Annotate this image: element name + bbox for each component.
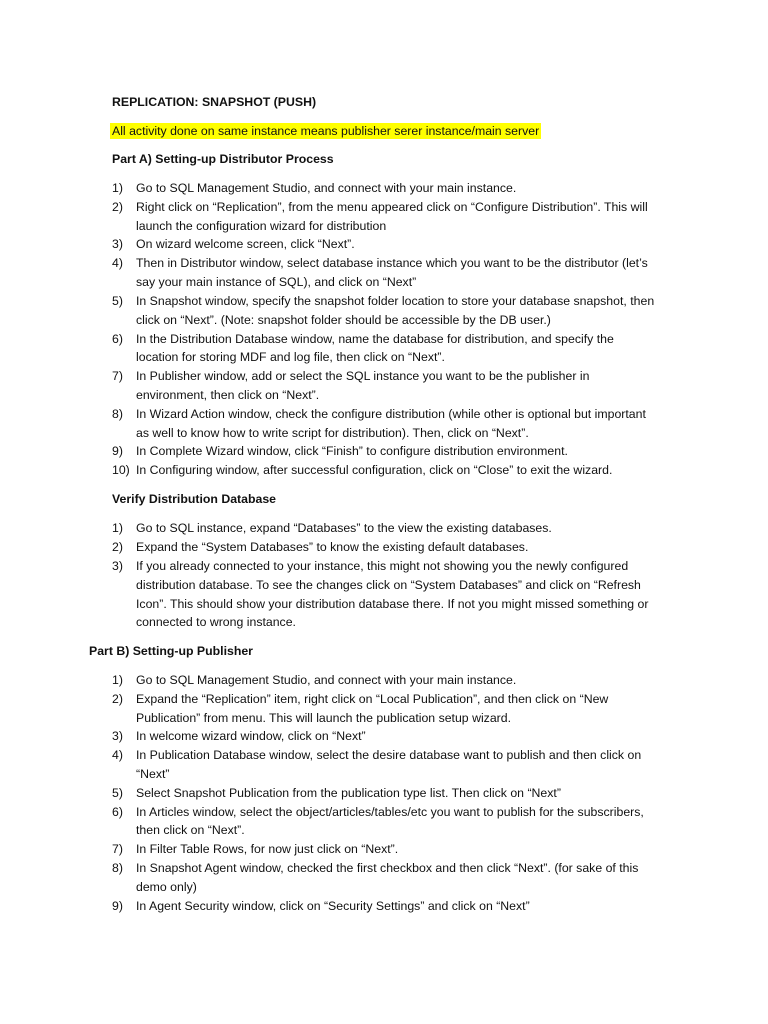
- list-item-number: 7): [112, 842, 123, 856]
- list-item-text: Go to SQL Management Studio, and connect with your main instance.: [136, 673, 517, 687]
- list-item-text: Go to SQL Management Studio, and connect with your main instance.: [136, 181, 517, 195]
- list-item-number: 10): [112, 463, 130, 477]
- list-item-text: Then in Distributor window, select database instance which you want to be the distributor (let’s: [136, 256, 648, 270]
- list-item-number: 4): [112, 256, 123, 270]
- list-item-text: Expand the “System Databases” to know the existing default databases.: [136, 540, 529, 554]
- list-item-number: 1): [112, 521, 123, 535]
- list-item-number: 5): [112, 294, 123, 308]
- list-item-text: demo only): [136, 880, 197, 894]
- list-item-number: 5): [112, 786, 123, 800]
- list-item-number: 6): [112, 805, 123, 819]
- list-item-text: In Snapshot window, specify the snapshot folder location to store your database snapshot, then: [136, 294, 655, 308]
- list-item-text: as well to know how to write script for distribution). Then, click on “Next”.: [136, 426, 529, 440]
- list-item-text: connected to wrong instance.: [136, 615, 296, 629]
- list-item-text: launch the configuration wizard for distribution: [136, 219, 387, 233]
- list-item-number: 4): [112, 748, 123, 762]
- list-item-number: 2): [112, 692, 123, 706]
- list-item-number: 1): [112, 673, 123, 687]
- list-item-text: distribution database. To see the changes click on “System Databases” and click on “Refresh: [136, 578, 641, 592]
- list-item-text: In welcome wizard window, click on “Next”: [136, 729, 366, 743]
- verify-heading: Verify Distribution Database: [112, 492, 277, 506]
- list-item-text: Publication” from menu. This will launch the publication setup wizard.: [136, 711, 512, 725]
- list-item-text: Go to SQL instance, expand “Databases” to the view the existing databases.: [136, 521, 552, 535]
- highlight-note-text: All activity done on same instance means publisher serer instance/main server: [112, 124, 540, 138]
- list-item-text: In the Distribution Database window, name the database for distribution, and specify the: [136, 332, 614, 346]
- list-item-number: 2): [112, 540, 123, 554]
- list-item-number: 2): [112, 200, 123, 214]
- list-item-text: In Wizard Action window, check the configure distribution (while other is optional but important: [136, 407, 646, 421]
- list-item-number: 9): [112, 444, 123, 458]
- list-item-text: In Publisher window, add or select the SQL instance you want to be the publisher in: [136, 369, 590, 383]
- list-item-text: In Configuring window, after successful configuration, click on “Close” to exit the wizard.: [136, 463, 613, 477]
- highlight-note: [110, 122, 541, 140]
- list-item-text: In Complete Wizard window, click “Finish” to configure distribution environment.: [136, 444, 568, 458]
- list-item-text: In Publication Database window, select the desire database want to publish and then click on: [136, 748, 642, 762]
- list-item-text: location for storing MDF and log file, then click on “Next”.: [136, 350, 445, 364]
- list-item-text: Icon”. This should show your distribution database there. If not you might missed something or: [136, 597, 649, 611]
- list-item-number: 6): [112, 332, 123, 346]
- list-item-text: Right click on “Replication”, from the menu appeared click on “Configure Distribution”. This will: [136, 200, 648, 214]
- list-item-number: 7): [112, 369, 123, 383]
- list-item-text: then click on “Next”.: [136, 823, 245, 837]
- list-item-text: In Articles window, select the object/articles/tables/etc you want to publish for the subscribers,: [136, 805, 644, 819]
- list-item-text: If you already connected to your instance, this might not showing you the newly configured: [136, 559, 629, 573]
- list-item-text: In Filter Table Rows, for now just click on “Next”.: [136, 842, 399, 856]
- list-item-number: 3): [112, 237, 123, 251]
- list-item-number: 9): [112, 899, 123, 913]
- list-item-text: On wizard welcome screen, click “Next”.: [136, 237, 355, 251]
- list-item-number: 1): [112, 181, 123, 195]
- list-item-text: “Next”: [136, 767, 170, 781]
- list-item-number: 8): [112, 861, 123, 875]
- list-item-number: 8): [112, 407, 123, 421]
- part-a-heading: Part A) Setting-up Distributor Process: [112, 152, 334, 166]
- list-item-text: Select Snapshot Publication from the publication type list. Then click on “Next”: [136, 786, 561, 800]
- list-item-number: 3): [112, 559, 123, 573]
- list-item-text: say your main instance of SQL), and click on “Next”: [136, 275, 417, 289]
- document-title: REPLICATION: SNAPSHOT (PUSH): [112, 95, 317, 109]
- part-b-heading: Part B) Setting-up Publisher: [89, 644, 253, 658]
- list-item-text: environment, then click on “Next”.: [136, 388, 320, 402]
- list-item-text: click on “Next”. (Note: snapshot folder should be accessible by the DB user.): [136, 313, 551, 327]
- list-item-text: In Snapshot Agent window, checked the first checkbox and then click “Next”. (for sake of this: [136, 861, 639, 875]
- list-item-number: 3): [112, 729, 123, 743]
- list-item-text: Expand the “Replication” item, right click on “Local Publication”, and then click on “New: [136, 692, 609, 706]
- list-item-text: In Agent Security window, click on “Security Settings” and click on “Next”: [136, 899, 530, 913]
